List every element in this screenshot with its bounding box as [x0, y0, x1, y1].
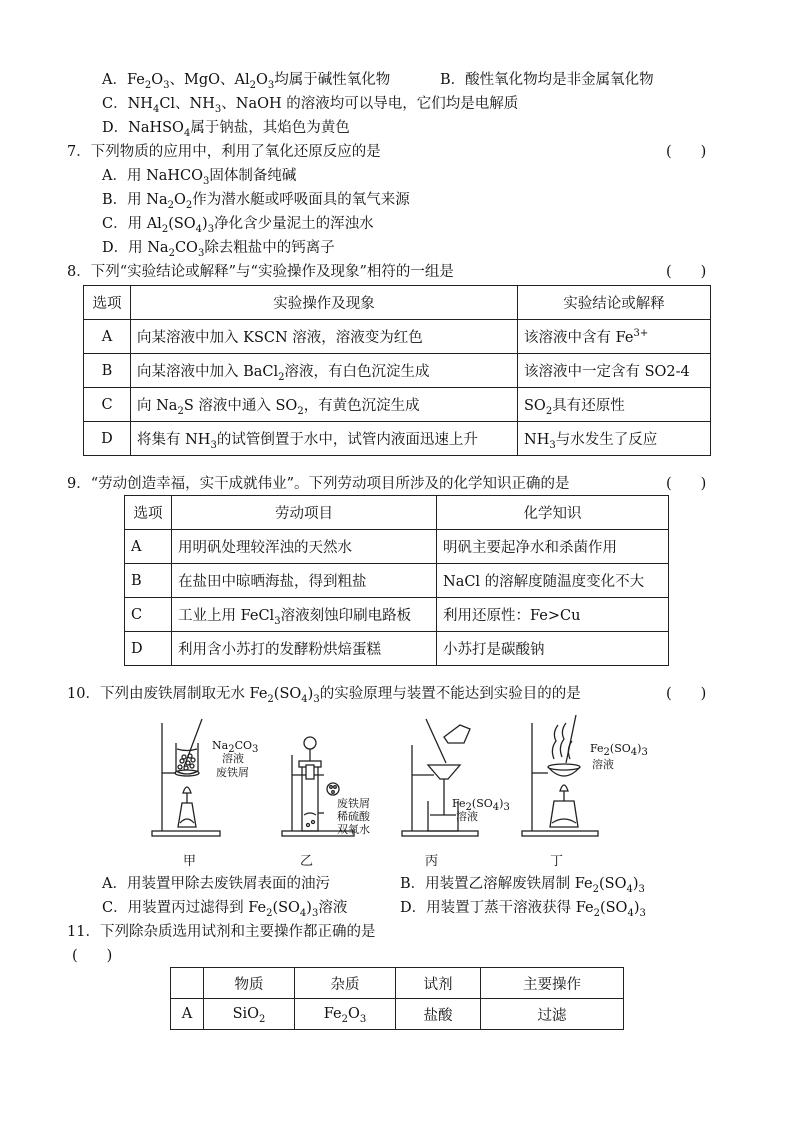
q9-stem: 9．“劳动创造幸福，实干成就伟业”。下列劳动项目所涉及的化学知识正确的是 — [67, 476, 570, 492]
table-header: 物质 — [204, 968, 295, 999]
table-row — [125, 564, 669, 598]
table-cell: C — [84, 388, 131, 422]
table-cell: SiO$_2$ — [204, 999, 295, 1030]
table-header-row — [125, 496, 669, 530]
table-header: 实验操作及现象 — [131, 286, 518, 320]
label-yi-h2o2: 双氧水 — [337, 823, 370, 836]
table-header: 劳动项目 — [172, 496, 437, 530]
q9-table — [124, 495, 669, 666]
table-row — [84, 354, 711, 388]
table-header — [171, 968, 204, 999]
table-row — [125, 632, 669, 666]
table-row — [171, 999, 624, 1030]
q8-table — [83, 285, 711, 456]
label-ding-solution: 溶液 — [592, 758, 614, 771]
apparatus-jia — [152, 719, 220, 836]
q6-option-c: C．$NH_4Cl$、$NH_3$、NaOH 的溶液均可以导电，它们均是电解质 — [102, 96, 519, 115]
q11-stem: 11．下列除杂质选用试剂和主要操作都正确的是 — [67, 924, 376, 940]
caption-yi: 乙 — [300, 854, 314, 869]
apparatus-ding — [522, 715, 598, 836]
q7-option-b: B．用 $Na_2O_2$作为潜水艇或呼吸面具的氧气来源 — [102, 192, 410, 211]
table-cell: 小苏打是碳酸钠 — [437, 632, 669, 666]
table-cell: 向某溶液中加入 KSCN 溶液，溶液变为红色 — [131, 320, 518, 354]
table-row — [84, 388, 711, 422]
table-cell: D — [84, 422, 131, 456]
table-cell: 过滤 — [481, 999, 624, 1030]
caption-jia: 甲 — [183, 854, 197, 869]
table-cell: 工业上用 FeCl$_3$溶液刻蚀印刷电路板 — [172, 598, 437, 632]
q10-answer-paren: ( ) — [666, 686, 707, 702]
q8-stem: 8．下列“实验结论或解释”与“实验操作及现象”相符的一组是 — [67, 264, 454, 280]
q11-answer-paren: ( ) — [72, 948, 113, 964]
table-row — [125, 598, 669, 632]
table-cell: 明矾主要起净水和杀菌作用 — [437, 530, 669, 564]
table-cell: NaCl 的溶解度随温度变化不大 — [437, 564, 669, 598]
table-cell: A — [125, 530, 172, 564]
q9-answer-paren: ( ) — [666, 476, 707, 492]
table-cell: 将集有 $NH_3$的试管倒置于水中，试管内液面迅速上升 — [131, 422, 518, 456]
q6-option-a: A．$Fe_2O_3$、MgO、$Al_2O_3$均属于碱性氧化物 — [102, 72, 391, 91]
table-cell: 用明矾处理较浑浊的天然水 — [172, 530, 437, 564]
label-ding-fe2so43: $Fe_2(SO_4)_3$ — [590, 742, 648, 759]
q7-answer-paren: ( ) — [666, 144, 707, 160]
table-header: 选项 — [125, 496, 172, 530]
q11-table — [170, 967, 624, 1030]
label-yi-acid: 稀硫酸 — [337, 810, 370, 823]
q6-option-d: D．NaHSO$_4$属于钠盐，其焰色为黄色 — [102, 120, 350, 139]
table-cell: 盐酸 — [396, 999, 481, 1030]
table-cell: 利用还原性：Fe>Cu — [437, 598, 669, 632]
table-row — [125, 530, 669, 564]
table-cell: A — [84, 320, 131, 354]
q10-option-d: D．用装置丁蒸干溶液获得 $Fe_2(SO_4)_3$ — [400, 900, 646, 919]
table-header: 选项 — [84, 286, 131, 320]
q8-answer-paren: ( ) — [666, 264, 707, 280]
table-header: 化学知识 — [437, 496, 669, 530]
table-header: 主要操作 — [481, 968, 624, 999]
q7-option-a: A．用 NaHCO$_3$固体制备纯碱 — [102, 168, 297, 187]
table-header-row — [84, 286, 711, 320]
table-cell: D — [125, 632, 172, 666]
table-cell: 在盐田中晾晒海盐，得到粗盐 — [172, 564, 437, 598]
label-jia-na2co3: $Na_2CO_3$ — [212, 739, 259, 756]
table-cell: B — [84, 354, 131, 388]
table-cell: 该溶液中一定含有 SO2-4 — [518, 354, 711, 388]
table-row — [84, 320, 711, 354]
q10-option-b: B．用装置乙溶解废铁屑制 $Fe_2(SO_4)_3$ — [400, 876, 645, 895]
table-cell: B — [125, 564, 172, 598]
q7-option-d: D．用 $Na_2CO_3$除去粗盐中的钙离子 — [102, 240, 335, 259]
q7-stem: 7．下列物质的应用中，利用了氧化还原反应的是 — [67, 144, 381, 160]
label-bing-fe2so43: $Fe_2(SO_4)_3$ — [452, 797, 510, 814]
caption-bing: 丙 — [425, 854, 439, 869]
table-cell: 向 $Na_2S$ 溶液中通入 $SO_2$，有黄色沉淀生成 — [131, 388, 518, 422]
table-header-row — [171, 968, 624, 999]
table-cell: $SO_2$具有还原性 — [518, 388, 711, 422]
table-header: 试剂 — [396, 968, 481, 999]
table-row — [84, 422, 711, 456]
table-cell: $NH_3$与水发生了反应 — [518, 422, 711, 456]
q10-stem: 10．下列由废铁屑制取无水 $Fe_2(SO_4)_3$的实验原理与装置不能达到实验目的的是 — [67, 686, 581, 705]
q7-option-c: C．用 $Al_2(SO_4)_3$净化含少量泥土的浑浊水 — [102, 216, 374, 235]
table-header: 杂质 — [295, 968, 396, 999]
caption-ding: 丁 — [550, 854, 564, 869]
table-cell: 该溶液中含有 $Fe^{3+}$ — [518, 320, 711, 354]
table-cell: C — [125, 598, 172, 632]
table-cell: $Fe_2O_3$ — [295, 999, 396, 1030]
q10-option-c: C．用装置丙过滤得到 $Fe_2(SO_4)_3$溶液 — [102, 900, 348, 919]
q6-option-b: B．酸性氧化物均是非金属氧化物 — [440, 72, 654, 88]
q10-option-a: A．用装置甲除去废铁屑表面的油污 — [102, 876, 330, 892]
label-yi-scrap: 废铁屑 — [337, 797, 370, 810]
table-header: 实验结论或解释 — [518, 286, 711, 320]
label-jia-scrap: 废铁屑 — [216, 766, 249, 779]
label-jia-solution: 溶液 — [222, 752, 244, 765]
label-bing-solution: 溶液 — [456, 810, 478, 823]
table-cell: A — [171, 999, 204, 1030]
table-cell: 利用含小苏打的发酵粉烘焙蛋糕 — [172, 632, 437, 666]
table-cell: 向某溶液中加入 BaCl$_2$溶液，有白色沉淀生成 — [131, 354, 518, 388]
